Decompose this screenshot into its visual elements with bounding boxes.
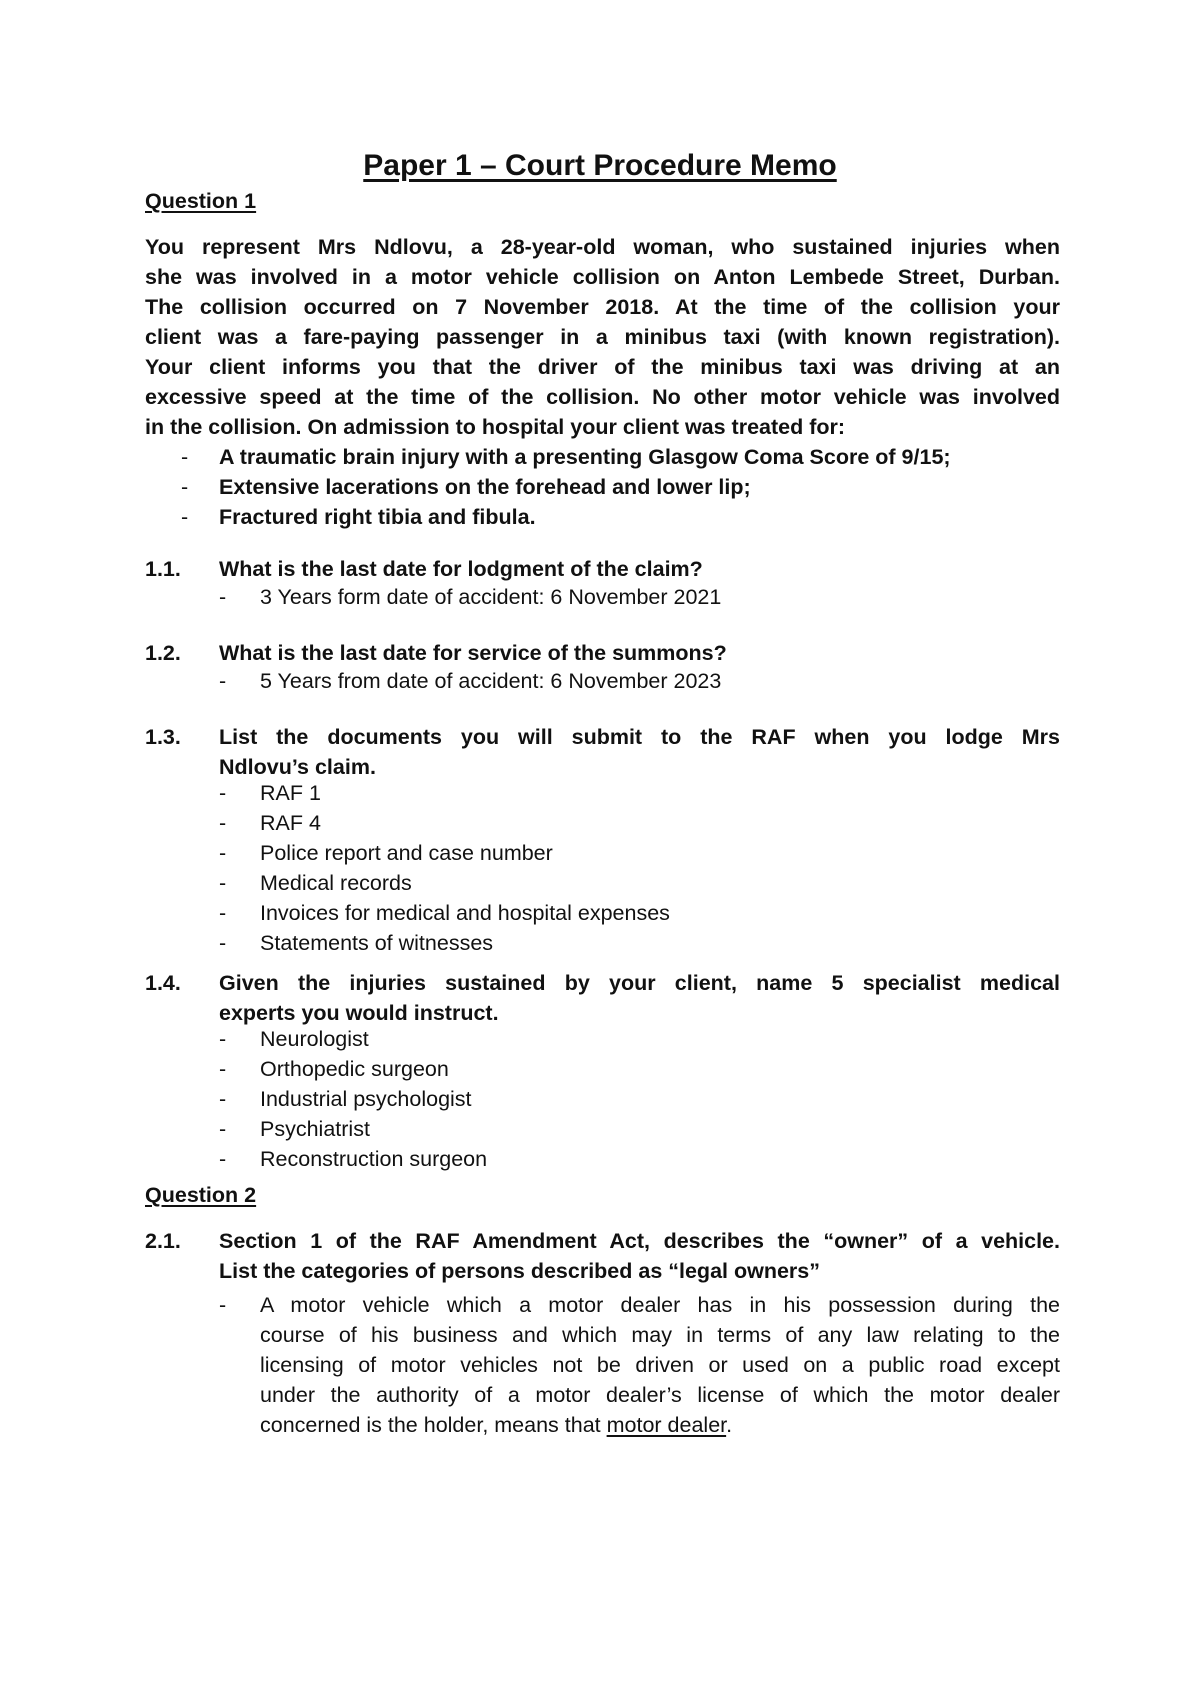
question-text: What is the last date for service of the summons? [219,641,727,665]
question-text: Ndlovu’s claim. [219,755,376,779]
dash-bullet: - [219,871,227,895]
list-item: - Reconstruction surgeon [219,1144,487,1174]
dash-bullet: - [219,1293,227,1317]
question-1-2 [145,638,1060,668]
underlined-term: motor dealer [606,1413,727,1437]
dash-bullet: - [219,1057,227,1081]
answer-line: concerned is the holder, means that motor dealer. [260,1413,733,1437]
intro-line: Your client informs you that the driver of the minibus taxi was driving at an [145,355,1060,379]
question-text: experts you would instruct. [219,1001,499,1025]
list-item: - Psychiatrist [219,1114,487,1144]
dash-bullet: - [181,475,189,499]
dash-bullet: - [219,811,227,835]
dash-bullet: - [219,781,227,805]
answer-line: course of his business and which may in terms of any law relating to the [260,1323,1060,1347]
list-item: - Orthopedic surgeon [219,1054,487,1084]
intro-line: You represent Mrs Ndlovu, a 28-year-old woman, who sustained injuries when [145,235,1060,259]
answer-list-1-3 [219,778,670,958]
dash-bullet: - [219,901,227,925]
question-text: What is the last date for lodgment of the claim? [219,557,703,581]
question-1-intro [145,232,1060,442]
dash-bullet: - [219,585,227,609]
question-1-heading: Question 1 [145,189,257,213]
dash-bullet: - [219,1147,227,1171]
list-item: - 5 Years from date of accident: 6 November 2023 [219,666,721,696]
question-text: Section 1 of the RAF Amendment Act, describes the “owner” of a vehicle. [219,1229,1060,1253]
intro-line: The collision occurred on 7 November 2018. At the time of the collision your [145,295,1060,319]
answer-line: licensing of motor vehicles not be driven or used on a public road except [260,1353,1060,1377]
intro-line: client was a fare-paying passenger in a minibus taxi (with known registration). [145,325,1060,349]
answer-list-1-1 [219,582,721,612]
list-item: - A traumatic brain injury with a presenting Glasgow Coma Score of 9/15; [181,442,951,472]
question-1-4 [145,968,1060,1028]
page-title: Paper 1 – Court Procedure Memo [363,149,837,182]
dash-bullet: - [219,1117,227,1141]
dash-bullet: - [219,1087,227,1111]
list-item: - RAF 1 [219,778,670,808]
answer-list-1-4 [219,1024,487,1174]
dash-bullet: - [219,841,227,865]
answer-2-1 [219,1290,1060,1440]
question-2-heading: Question 2 [145,1183,257,1207]
question-number: 2.1. [145,1229,181,1253]
answer-line: A motor vehicle which a motor dealer has in his possession during the [260,1293,1060,1317]
list-item: - RAF 4 [219,808,670,838]
question-number: 1.3. [145,725,181,749]
intro-line: she was involved in a motor vehicle collision on Anton Lembede Street, Durban. [145,265,1060,289]
list-item: - Industrial psychologist [219,1084,487,1114]
injuries-list [181,442,951,532]
dash-bullet: - [219,1027,227,1051]
list-item: - Invoices for medical and hospital expenses [219,898,670,928]
question-2-1 [145,1226,1060,1286]
list-item: - Fractured right tibia and fibula. [181,502,951,532]
intro-line: excessive speed at the time of the collision. No other motor vehicle was involved [145,385,1060,409]
question-text: List the documents you will submit to the RAF when you lodge Mrs [219,725,1060,749]
question-1-1 [145,554,1060,584]
list-item: - Medical records [219,868,670,898]
question-1-3 [145,722,1060,782]
answer-list-1-2 [219,666,721,696]
question-number: 1.4. [145,971,181,995]
list-item: - 3 Years form date of accident: 6 November 2021 [219,582,721,612]
question-text: List the categories of persons described as “legal owners” [219,1259,820,1283]
dash-bullet: - [181,505,189,529]
list-item: - Statements of witnesses [219,928,670,958]
question-number: 1.2. [145,641,181,665]
list-item: - Neurologist [219,1024,487,1054]
question-text: Given the injuries sustained by your client, name 5 specialist medical [219,971,1060,995]
question-number: 1.1. [145,557,181,581]
answer-line: under the authority of a motor dealer’s license of which the motor dealer [260,1383,1060,1407]
dash-bullet: - [219,669,227,693]
list-item: - Extensive lacerations on the forehead and lower lip; [181,472,951,502]
intro-line: in the collision. On admission to hospital your client was treated for: [145,415,846,439]
list-item: - Police report and case number [219,838,670,868]
dash-bullet: - [181,445,189,469]
dash-bullet: - [219,931,227,955]
